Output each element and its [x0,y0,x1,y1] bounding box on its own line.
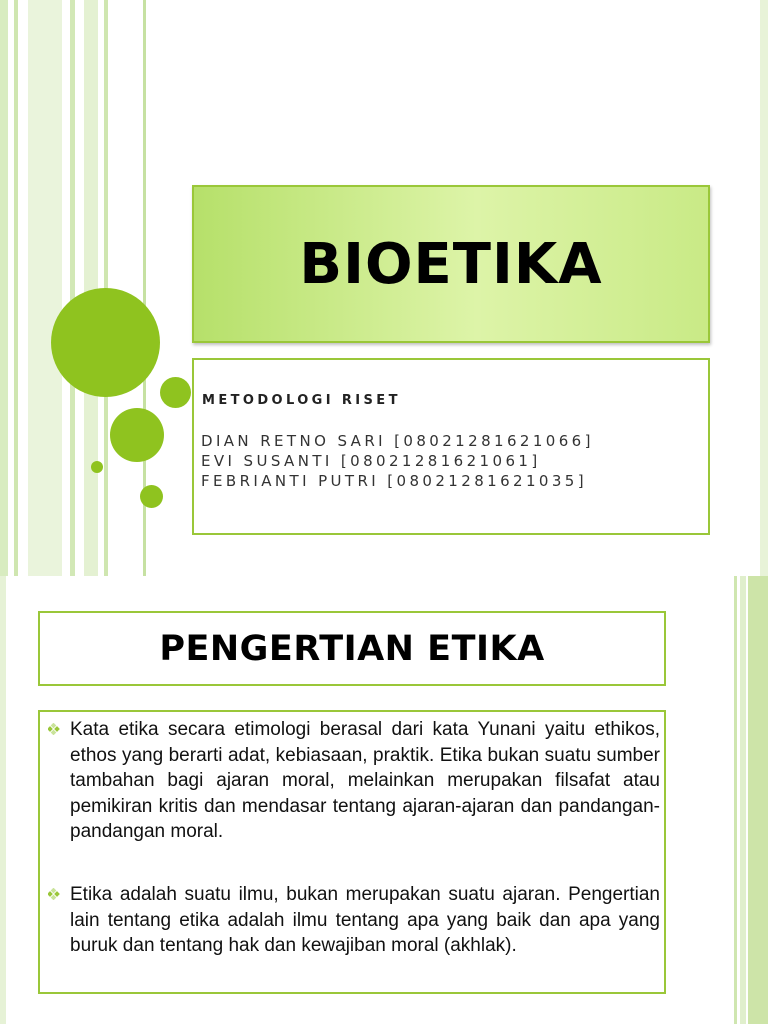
section-title-box [38,611,666,686]
decorative-stripe [740,576,746,1024]
decorative-stripe [760,0,768,576]
bullet-text: Kata etika secara etimologi berasal dari kata Yunani yaitu ethikos, ethos yang berarti adat, kebiasaan, praktik. Etika bukan suatu sumber tambahan bagi ajaran moral, melainkan merupakan filsafat atau pemikiran kritis dan mendasar tentang ajaran-ajaran dan pandangan-pandangan moral. [70,719,660,842]
decorative-stripe [0,0,8,576]
diamond-bullet-icon [48,888,60,900]
decorative-circle [110,408,164,462]
diamond-bullet-icon [48,723,60,735]
list-item [48,717,660,845]
author-line: FEBRIANTI PUTRI [08021281621035] [201,472,587,490]
author-line: DIAN RETNO SARI [08021281621066] [201,432,594,450]
content-slide [0,576,768,1024]
slide-title: BIOETIKA [299,231,603,297]
decorative-stripe [14,0,18,576]
subtitle-heading: METODOLOGI RISET [202,393,401,408]
decorative-stripe [734,576,737,1024]
decorative-stripe [0,576,6,1024]
section-title: PENGERTIAN ETIKA [159,628,545,669]
decorative-stripe [28,0,62,576]
bullet-text: Etika adalah suatu ilmu, bukan merupakan suatu ajaran. Pengertian lain tentang etika adalah ilmu tentang apa yang baik dan apa yang buruk dan tentang hak dan kewajiban moral (akhlak). [70,884,660,956]
author-line: EVI SUSANTI [08021281621061] [201,452,541,470]
content-box [38,710,666,994]
list-item [48,882,660,959]
decorative-stripe [748,576,768,1024]
title-box [192,185,710,343]
decorative-circle [140,485,163,508]
subtitle-box [192,358,710,535]
decorative-circle [91,461,103,473]
decorative-stripe [70,0,75,576]
decorative-circle [160,377,191,408]
decorative-circle-large [51,288,160,397]
